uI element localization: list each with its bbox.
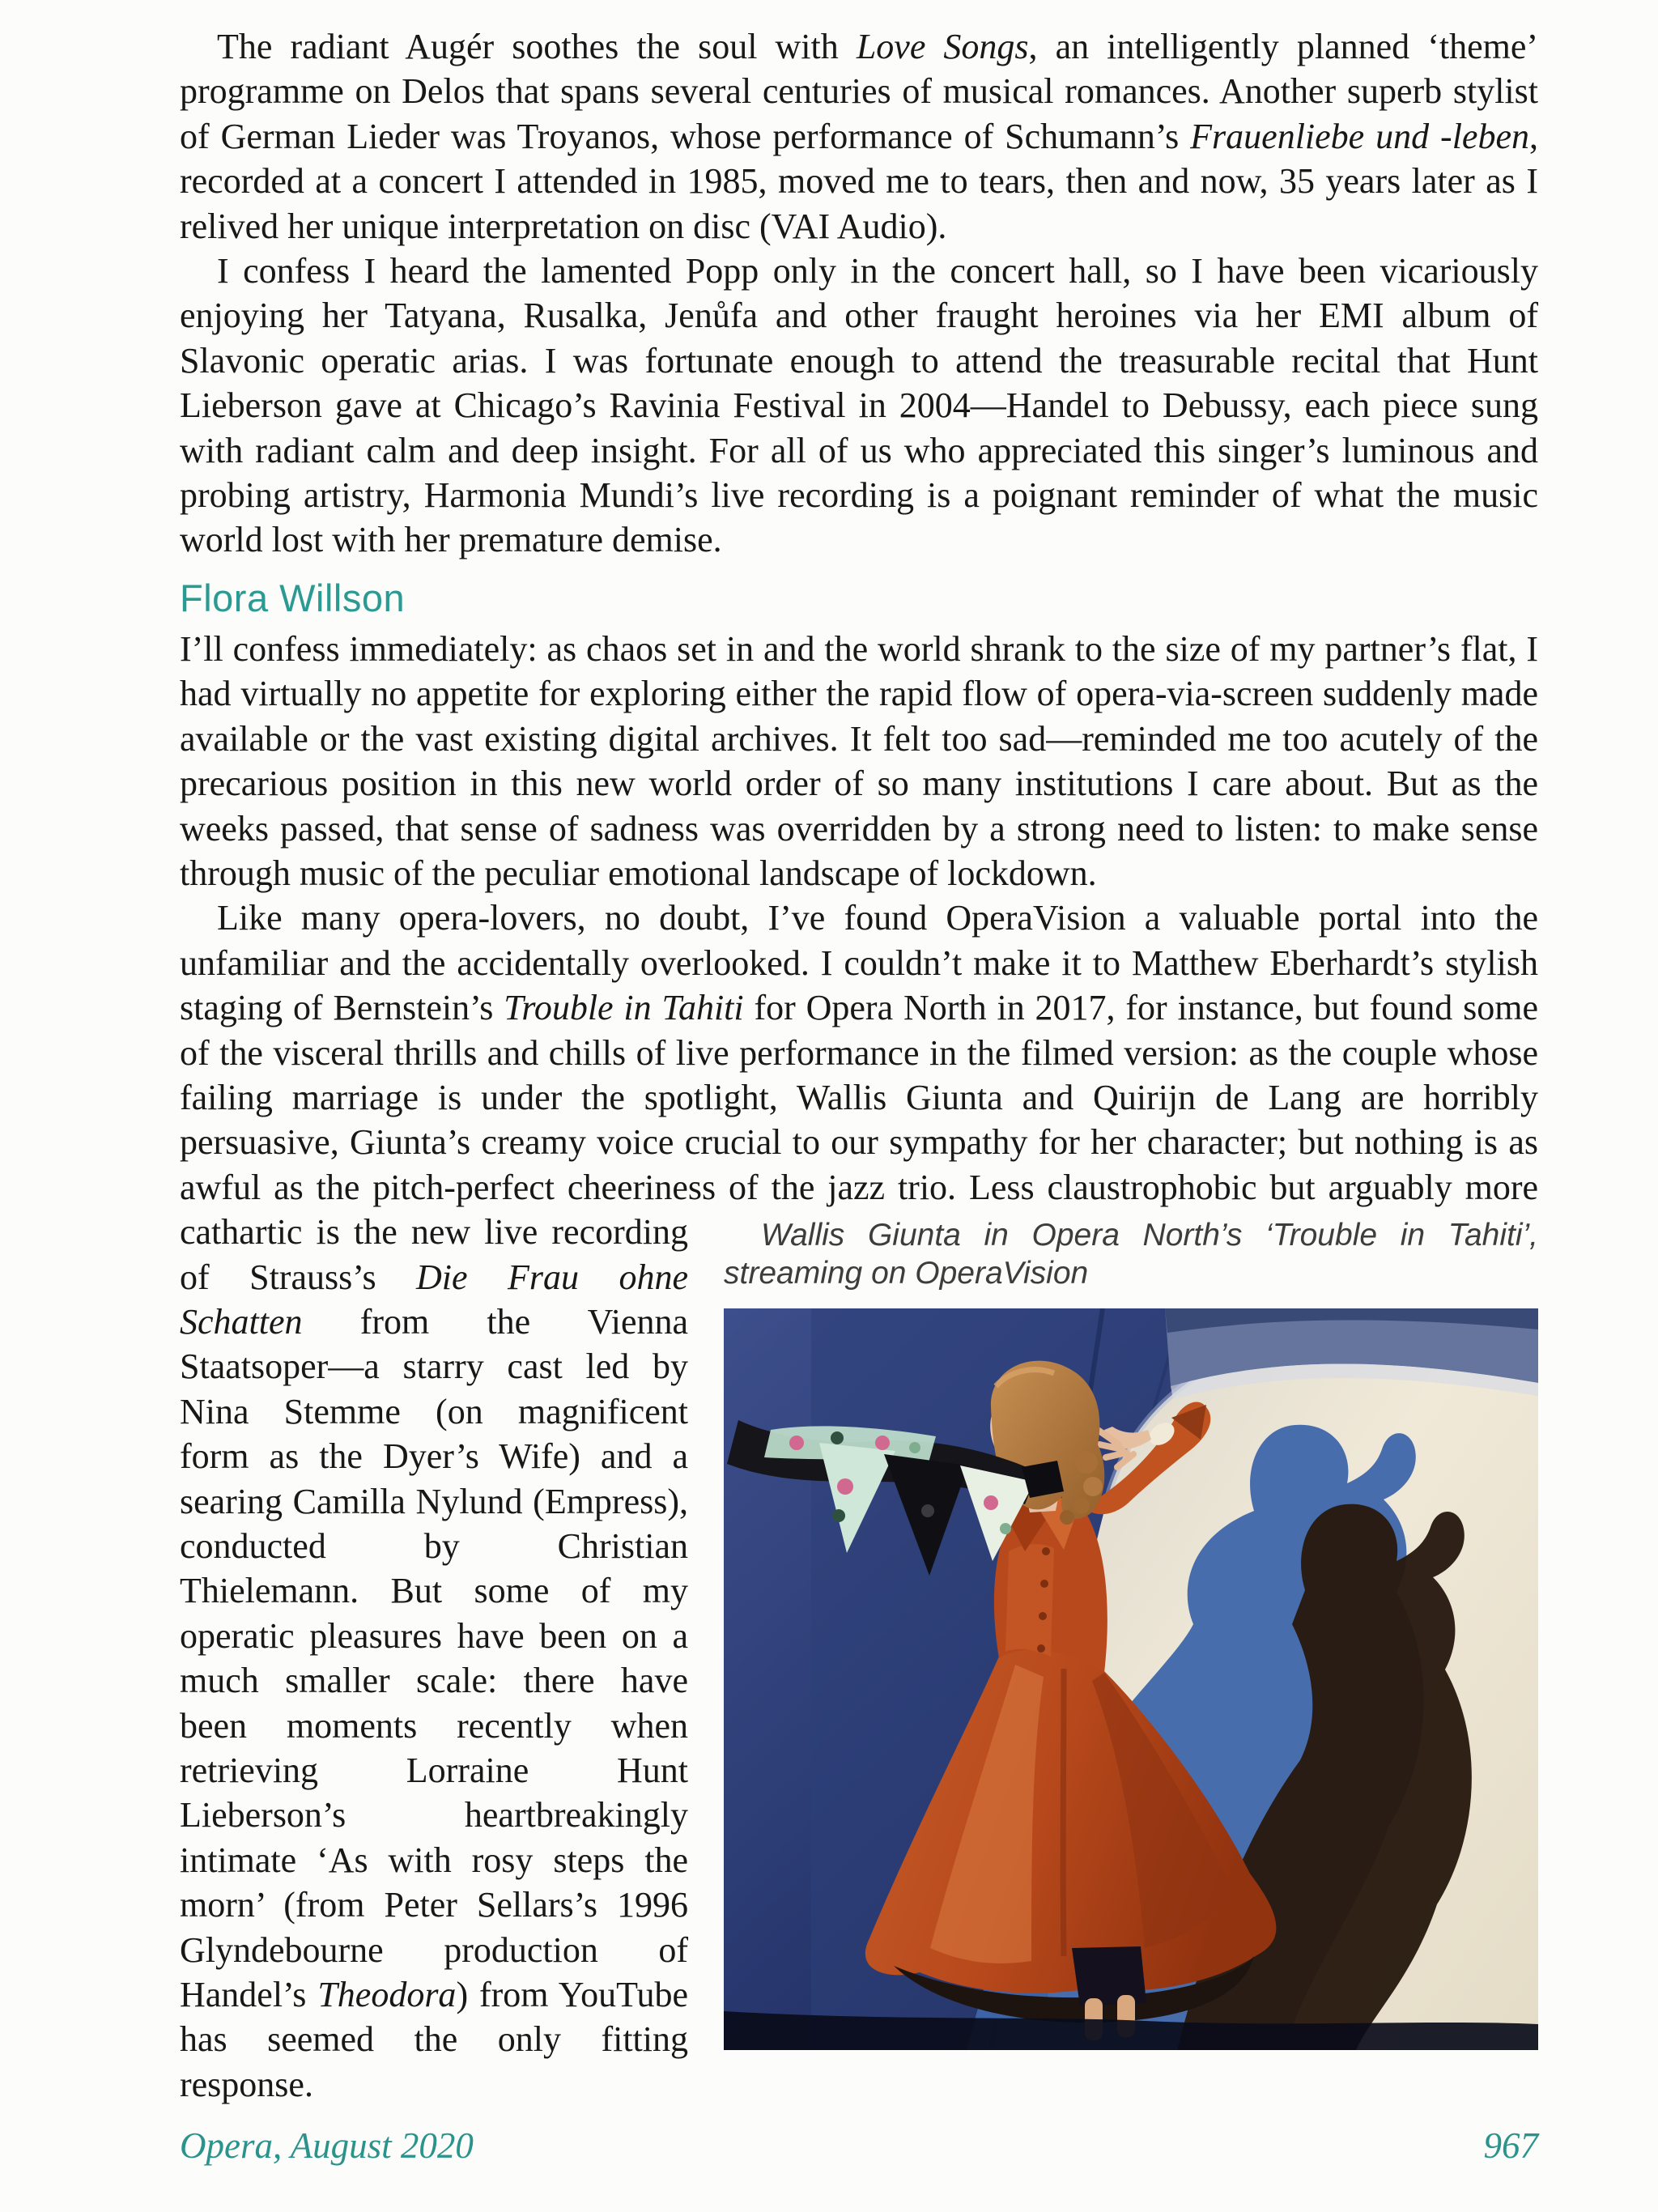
body-paragraph-operavision xyxy=(180,895,1538,2107)
production-photo xyxy=(724,1308,1538,2050)
page-number: 967 xyxy=(1483,2125,1538,2166)
body-paragraph-auger: The radiant Augér soothes the soul with Love Songs, an intelligently planned ‘theme’ programme on Delos that spans several centuries of musical romances. Another superb stylist of German Lieder was Troyanos, whose performance of Schumann’s Frauenliebe und -leben, recorded at a concert I attended in 1985, moved me to tears, then and now, 35 years later as I relived her unique interpretation on disc (VAI Audio). xyxy=(180,27,1539,246)
section-heading-author: Flora Willson xyxy=(180,576,406,619)
body-paragraph-lockdown: I’ll confess immediately: as chaos set in and the world shrank to the size of my partner’s flat, I had virtually no appetite for exploring either the rapid flow of opera-via-screen suddenly made available or the vast existing digital archives. It felt too sad—reminded me too acutely of the precarious position in this new world order of so many institutions I care about. But as the weeks passed, that sense of sadness was overridden by a strong need to listen: to make sense through music of the peculiar emotional landscape of lockdown. xyxy=(180,628,1538,893)
journal-title-date: Opera, August 2020 xyxy=(180,2125,474,2166)
photo-caption: Wallis Giunta in Opera North’s ‘Trouble in Tahiti’, streaming on OperaVision xyxy=(724,1218,1538,1291)
body-paragraph-popp: I confess I heard the lamented Popp only in the concert hall, so I have been vicariously enjoying her Tatyana, Rusalka, Jenůfa and other fraught heroines via her EMI album of Slavonic operatic arias. I was fortunate enough to attend the treasurable recital that Hunt Lieberson gave at Chicago’s Ravinia Festival in 2004—Handel to Debussy, each piece sung with radiant calm and deep insight. For all of us who appreciated this singer’s luminous and probing artistry, Harmonia Mundi’s live recording is a poignant reminder of what the music world lost with her premature demise. xyxy=(180,251,1538,560)
paragraph-text-after-figure: arguably more cathartic is the new live recording of Strauss’s Die Frau ohne Schatten from the Vienna Staatsoper—a starry cast led by Nina Stemme (on magnificent form as the Dyer’s Wife) and a searing Camilla Nylund (Empress), conducted by Christian Thielemann. But some of my operatic pleasures have been on a much smaller scale: there have been moments recently when retrieving Lorraine Hunt Lieberson’s heartbreakingly intimate ‘As with rosy steps the morn’ (from Peter Sellars’s 1996 Glyndebourne production of Handel’s Theodora) from YouTube has seemed the only fitting response. xyxy=(180,1167,1539,2104)
page-footer xyxy=(180,2125,1538,2167)
paragraph-text-before-figure: Like many opera-lovers, no doubt, I’ve found OperaVision a valuable portal into the unfamiliar and the accidentally overlooked. I couldn’t make it to Matthew Eberhardt’s stylish staging of Bernstein’s Trouble in Tahiti for Opera North in 2017, for instance, but found some of the visceral thrills and chills of live performance in the filmed version: as the couple whose failing marriage is under the spotlight, Wallis Giunta and Quirijn de Lang are horribly persuasive, Giunta’s creamy voice crucial to our sympathy for her character; but nothing is as awful as the pitch-perfect cheeriness of the jazz trio. Less claustrophobic but xyxy=(180,898,1539,1207)
article-body xyxy=(180,24,1538,2107)
figure-block xyxy=(724,1216,1538,2050)
